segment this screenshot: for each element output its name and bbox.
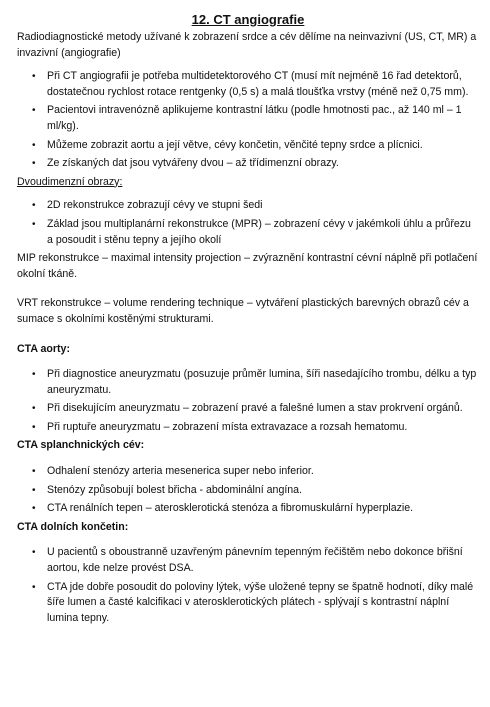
list-item-text: CTA renálních tepen – aterosklerotická stenóza a fibromuskulární hyperplazie.: [47, 502, 414, 515]
list-item-text: 2D rekonstrukce zobrazují cévy ve stupni šedi: [47, 199, 263, 212]
list-item: [17, 483, 479, 499]
list-item-text: Při diagnostice aneuryzmatu (posuzuje průměr lumina, šíři nasedajícího trombu, délku a typ aneuryzmatu.: [47, 368, 477, 396]
list-item: [17, 367, 479, 398]
list-item: [17, 580, 479, 627]
list-item-text: Při CT angiografii je potřeba multidetektorového CT (musí mít nejméně 16 řad detektorů, dostatečnou rychlost rotace rentgenky (0,5 s) a malá tloušťka vrstvy (méně než 0,75 mm).: [47, 70, 469, 98]
list-item-text: U pacientů s oboustranně uzavřeným pánevním tepenným řečištěm nebo dokonce břišní aortou, kde nelze provést DSA.: [47, 546, 463, 575]
aorta-heading: CTA aorty:: [17, 342, 70, 355]
list-item: [17, 464, 479, 480]
list-item: [17, 103, 479, 134]
spacer: [17, 535, 479, 545]
document-page: [17, 12, 479, 629]
two-dim-bullet-list: [17, 198, 479, 248]
spacer: [17, 454, 479, 464]
splanchnic-bullet-list: [17, 464, 479, 517]
bullet-icon: •: [32, 403, 36, 415]
spacer: [17, 328, 479, 342]
spacer: [17, 190, 479, 198]
bullet-icon: •: [32, 369, 36, 381]
list-item: [17, 401, 479, 417]
list-item: [17, 217, 479, 248]
list-item: [17, 501, 479, 517]
bullet-icon: •: [32, 71, 36, 83]
list-item: [17, 69, 479, 100]
list-item-text: Základ jsou multiplanární rekonstrukce (MPR) – zobrazení cévy v jakémkoli úhlu a průřezu a posoudit i stěnu tepny a jejího okolí: [47, 217, 471, 246]
lower-limbs-heading: CTA dolních končetin:: [17, 520, 129, 533]
bullet-icon: •: [32, 421, 36, 433]
bullet-icon: •: [32, 547, 36, 559]
bullet-icon: •: [32, 466, 36, 478]
list-item-text: Při disekujícím aneuryzmatu – zobrazení pravé a falešné lumen a stav prokrvení orgánů.: [47, 402, 463, 415]
list-item: [17, 156, 479, 172]
bullet-icon: •: [32, 503, 36, 515]
bullet-icon: •: [32, 200, 36, 212]
list-item-text: CTA jde dobře posoudit do poloviny lýtek, výše uložené tepny se špatně hodnotí, díky malé šíře lumen a časté kalcifikaci v aterosklerotických plátech - splývají s kontrastní náplní lumina tepny.: [47, 580, 474, 624]
spacer: [17, 357, 479, 367]
bullet-icon: •: [32, 484, 36, 496]
bullet-icon: •: [32, 581, 36, 593]
list-item-text: Ze získaných dat jsou vytvářeny dvou – až třídimenzní obrazy.: [47, 157, 339, 170]
mip-paragraph: MIP rekonstrukce – maximal intensity projection – zvýraznění kontrastní cévní náplně při potlačení okolní tkáně.: [17, 252, 478, 280]
list-item: [17, 138, 479, 154]
page-title: 12. CT angiografie: [191, 12, 305, 27]
two-dim-heading: Dvoudimenzní obrazy:: [17, 175, 123, 188]
list-item-text: Při ruptuře aneuryzmatu – zobrazení místa extravazace a rozsah hematomu.: [47, 420, 408, 433]
intro-paragraph: Radiodiagnostické metody užívané k zobrazení srdce a cév dělíme na neinvazivní (US, CT, MR) a invazivní (angiografie): [17, 31, 477, 59]
list-item-text: Můžeme zobrazit aortu a její větve, cévy končetin, věnčité tepny srdce a plícnici.: [47, 138, 423, 151]
bullet-icon: •: [32, 218, 36, 230]
intro-bullet-list: [17, 69, 479, 172]
aorta-bullet-list: [17, 367, 479, 435]
list-item-text: Stenózy způsobují bolest břicha - abdominální angína.: [47, 483, 303, 496]
list-item: [17, 198, 479, 214]
bullet-icon: •: [32, 105, 36, 117]
list-item: [17, 545, 479, 576]
lower-limbs-bullet-list: [17, 545, 479, 626]
bullet-icon: •: [32, 139, 36, 151]
spacer: [17, 282, 479, 296]
vrt-paragraph: VRT rekonstrukce – volume rendering technique – vytváření plastických barevných obrazů cév a sumace s okolními kostěnými strukturami.: [17, 297, 469, 325]
list-item: [17, 420, 479, 436]
list-item-text: Pacientovi intravenózně aplikujeme kontrastní látku (podle hmotnosti pac., až 140 ml – 1 ml/kg).: [47, 104, 462, 132]
list-item-text: Odhalení stenózy arteria mesenerica super nebo inferior.: [47, 465, 314, 478]
spacer: [17, 61, 479, 69]
splanchnic-heading: CTA splanchnických cév:: [17, 439, 145, 452]
bullet-icon: •: [32, 158, 36, 170]
